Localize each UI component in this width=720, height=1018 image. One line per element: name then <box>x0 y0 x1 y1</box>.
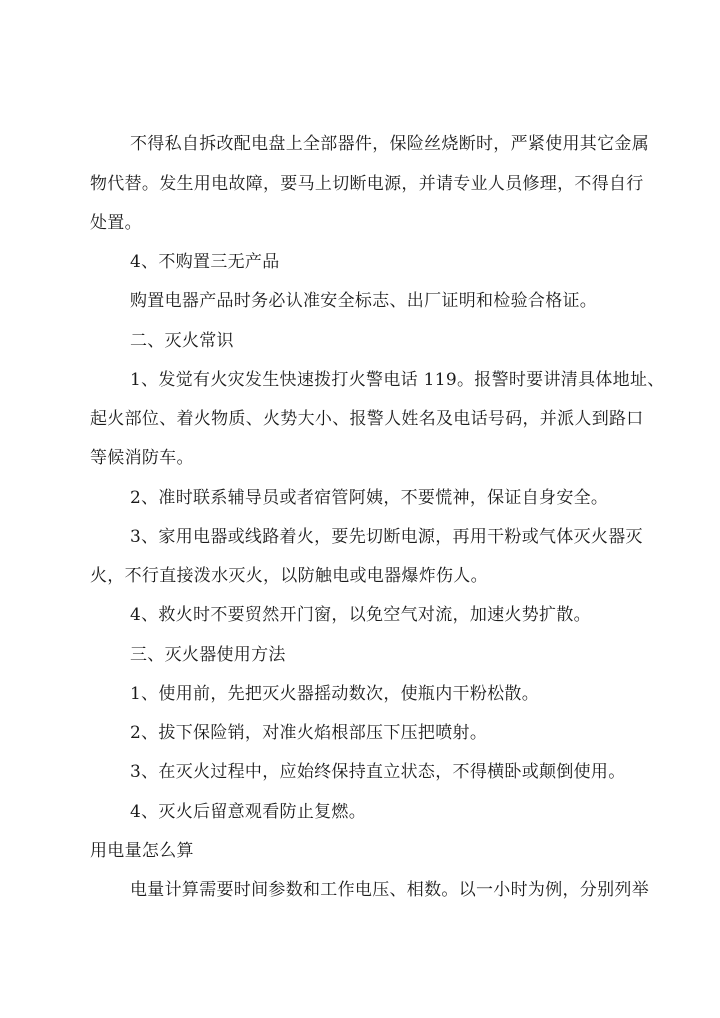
paragraph-line: 等候消防车。 <box>90 448 194 468</box>
section-heading: 二、灭火常识 <box>130 331 234 351</box>
paragraph-line: 不得私自拆改配电盘上全部器件，保险丝烧断时，严紧使用其它金属 <box>130 134 649 154</box>
section-heading: 三、灭火器使用方法 <box>130 645 286 665</box>
paragraph-line: 电量计算需要时间参数和工作电压、相数。以一小时为例，分别列举 <box>130 880 649 900</box>
paragraph-line: 起火部位、着火物质、火势大小、报警人姓名及电话号码，并派人到路口 <box>90 409 644 429</box>
paragraph-line: 3、家用电器或线路着火，要先切断电源，再用干粉或气体灭火器灭 <box>130 527 643 547</box>
paragraph-line: 火，不行直接泼水灭火，以防触电或电器爆炸伤人。 <box>90 566 488 586</box>
paragraph-line: 1、发觉有火灾发生快速拨打火警电话 119。报警时要讲清具体地址、 <box>130 370 665 390</box>
paragraph-line: 购置电器产品时务必认准安全标志、出厂证明和检验合格证。 <box>130 291 598 311</box>
paragraph-line: 1、使用前，先把灭火器摇动数次，使瓶内干粉松散。 <box>130 684 540 704</box>
paragraph-line: 物代替。发生用电故障，要马上切断电源，并请专业人员修理，不得自行 <box>90 174 644 194</box>
paragraph-line: 4、灭火后留意观看防止复燃。 <box>130 802 367 822</box>
paragraph-line: 2、准时联系辅导员或者宿管阿姨，不要慌神，保证自身安全。 <box>130 488 609 508</box>
section-heading: 用电量怎么算 <box>90 841 194 861</box>
paragraph-line: 2、拔下保险销，对准火焰根部压下压把喷射。 <box>130 723 488 743</box>
paragraph-line: 处置。 <box>90 213 142 233</box>
paragraph-line: 4、救火时不要贸然开门窗，以免空气对流，加速火势扩散。 <box>130 605 591 625</box>
paragraph-line: 3、在灭火过程中，应始终保持直立状态，不得横卧或颠倒使用。 <box>130 762 626 782</box>
section-heading: 4、不购置三无产品 <box>130 252 280 272</box>
